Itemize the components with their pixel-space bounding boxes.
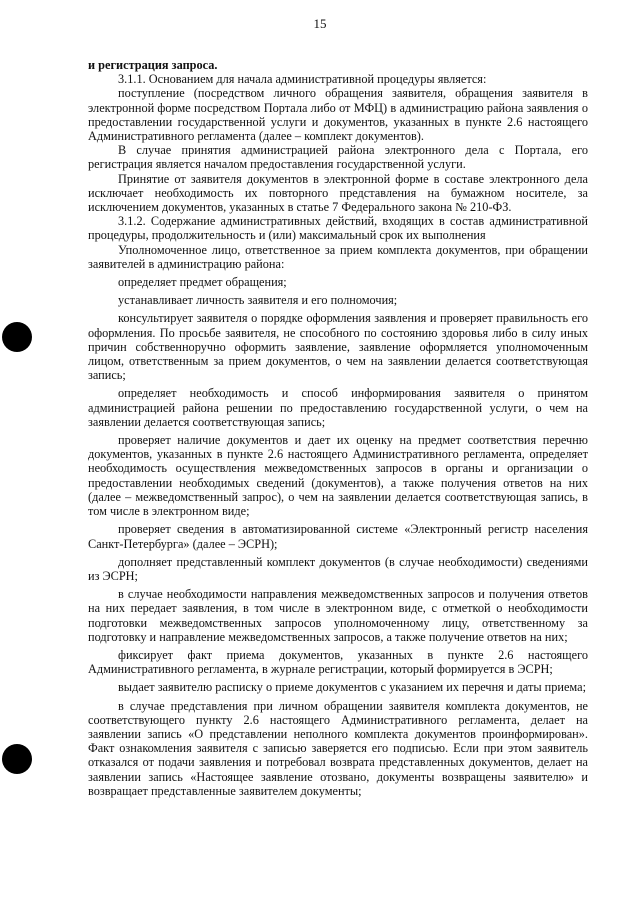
list-item: дополняет представленный комплект документов (в случае необходимости) сведениями из ЭСРН; [88,554,588,583]
list-item: консультирует заявителя о порядке оформления заявления и проверяет правильность его оформления. По просьбе заявителя, не способного по состоянию здоровья либо в силу иных причин собственноручно оформить заявление, заявление оформляется уполномоченным лицом, ответственным за прием документов, о чем на заявлении делается соответствующая запись; [88,311,588,383]
list-item: определяет необходимость и способ информирования заявителя о принятом администрацией района решении по предоставлению государственной услуги, о чем на заявлении делается соответствующая запись; [88,386,588,429]
paragraph: 3.1.2. Содержание административных действий, входящих в состав административной процедуры, продолжительность и (или) максимальный срок их выполнения [88,214,588,243]
list-item: в случае представления при личном обращении заявителя комплекта документов, не соответствующего пункту 2.6 настоящего Административного регламента, делает на заявлении запись «О представлении неполного комплекта документов проинформирован». Факт ознакомления заявителя с записью заверяется его подписью. Если при этом заявитель отказался от подачи заявления и потребовал возврата представленных документов, делает на заявлении запись «Настоящее заявление отозвано, документы возвращены заявителю» и возвращает представленные заявителем документы; [88,698,588,798]
paragraph: В случае принятия администрацией района электронного дела с Портала, его регистрация является началом предоставления государственной услуги. [88,143,588,172]
list-item: выдает заявителю расписку о приеме документов с указанием их перечня и даты приема; [118,680,586,695]
punch-hole-bottom [2,744,32,774]
paragraph: поступление (посредством личного обращения заявителя, обращения заявителя в электронной форме посредством Портала либо от МФЦ) в администрацию района заявления о предоставлении государственной услуги и документов, указанных в пункте 2.6 настоящего Административного регламента (далее – комплект документов). [88,86,588,144]
punch-hole-top [2,322,32,352]
list-item: определяет предмет обращения; [118,275,287,290]
section-heading: и регистрация запроса. [88,58,218,72]
paragraph: Уполномоченное лицо, ответственное за прием комплекта документов, при обращении заявителей в администрацию района: [88,242,588,271]
list-item: проверяет наличие документов и дает их оценку на предмет соответствия перечню документов, указанных в пункте 2.6 настоящего Административного регламента, определяет необходимость осуществления межведомственных запросов в органы и организации о предоставлении необходимых сведений (документов), а также получения ответов на них (далее – межведомственный запрос), о чем на заявлении делается соответствующая запись, в том числе в электронном виде; [88,433,588,519]
paragraph: 3.1.1. Основанием для начала административной процедуры является: [118,72,487,87]
list-item: устанавливает личность заявителя и его полномочия; [118,293,398,308]
page-number: 15 [313,16,327,31]
paragraph: Принятие от заявителя документов в электронной форме в составе электронного дела исключает необходимость их повторного представления на бумажном носителе, за исключением документов, указанных в статье 7 Федерального закона № 210-ФЗ. [88,171,588,215]
list-item: фиксирует факт приема документов, указанных в пункте 2.6 настоящего Административного регламента, в журнале регистрации, который формируется в ЭСРН; [88,647,588,677]
list-item: в случае необходимости направления межведомственных запросов и получения ответов на них передает заявления, в том числе в электронном виде, с отметкой о необходимости подготовки межведомственных запросов уполномоченному лицу, ответственному за подготовку и направление межведомственных запросов, а также получение ответов на них; [88,587,588,644]
list-item: проверяет сведения в автоматизированной системе «Электронный регистр населения Санкт-Петербурга» (далее – ЭСРН); [88,522,588,551]
document-body [88,58,588,798]
